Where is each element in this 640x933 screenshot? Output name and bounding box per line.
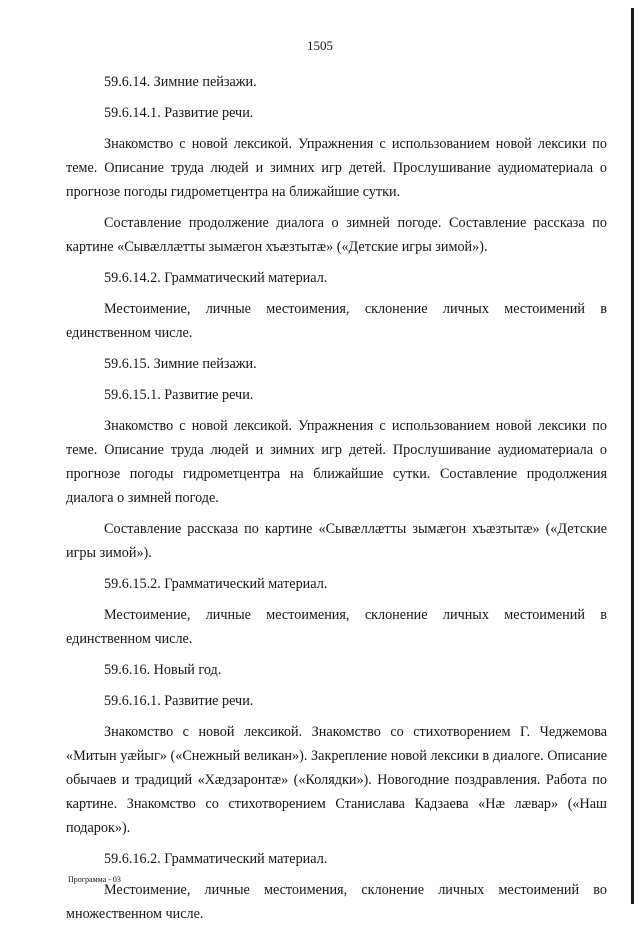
paragraph: Знакомство с новой лексикой. Упражнения с использованием новой лексики по теме. Описание труда людей и зимних игр детей. Прослушивание аудиоматериала о прогнозе погоды гидрометцентра на ближайшие сутки. Составление продолжения диалога о зимней погоде. bbox=[66, 418, 607, 506]
paragraph: Местоимение, личные местоимения, склонение личных местоимений во множественном числе. bbox=[66, 882, 607, 922]
section-heading: 59.6.16.1. Развитие речи. bbox=[104, 693, 254, 709]
paragraph: Составление рассказа по картине «Сывæллæтты зымæгон хъæзтытæ» («Детские игры зимой»). bbox=[66, 521, 607, 561]
paragraph: Местоимение, личные местоимения, склонение личных местоимений в единственном числе. bbox=[66, 301, 607, 341]
section-heading: 59.6.15.1. Развитие речи. bbox=[104, 387, 254, 403]
footer-label: Программа - 03 bbox=[68, 875, 121, 884]
page-edge-shadow bbox=[631, 8, 634, 904]
paragraph: Составление продолжение диалога о зимней погоде. Составление рассказа по картине «Сывæллæтты зымæгон хъæзтытæ» («Детские игры зимой»). bbox=[66, 215, 607, 255]
paragraph: Знакомство с новой лексикой. Знакомство со стихотворением Г. Чеджемова «Митын уæйыг» («Снежный великан»). Закрепление новой лексики в диалоге. Описание обычаев и традиций «Хæдзаронтæ» («Колядки»). Новогодние поздравления. Работа по картине. Знакомство со стихотворением Станислава Кадзаева «Нæ лæвар» («Наш подарок»). bbox=[66, 724, 607, 836]
page-number: 1505 bbox=[307, 38, 333, 53]
section-heading: 59.6.15. Зимние пейзажи. bbox=[104, 356, 257, 372]
paragraph: Знакомство с новой лексикой. Упражнения с использованием новой лексики по теме. Описание труда людей и зимних игр детей. Прослушивание аудиоматериала о прогнозе погоды гидрометцентра на ближайшие сутки. bbox=[66, 136, 607, 200]
section-heading: 59.6.16. Новый год. bbox=[104, 662, 222, 678]
section-heading: 59.6.14.1. Развитие речи. bbox=[104, 105, 254, 121]
section-heading: 59.6.14. Зимние пейзажи. bbox=[104, 74, 257, 90]
section-heading: 59.6.15.2. Грамматический материал. bbox=[104, 576, 328, 592]
section-heading: 59.6.16.2. Грамматический материал. bbox=[104, 851, 328, 867]
document-body bbox=[66, 70, 607, 933]
paragraph: Местоимение, личные местоимения, склонение личных местоимений в единственном числе. bbox=[66, 607, 607, 647]
section-heading: 59.6.14.2. Грамматический материал. bbox=[104, 270, 328, 286]
